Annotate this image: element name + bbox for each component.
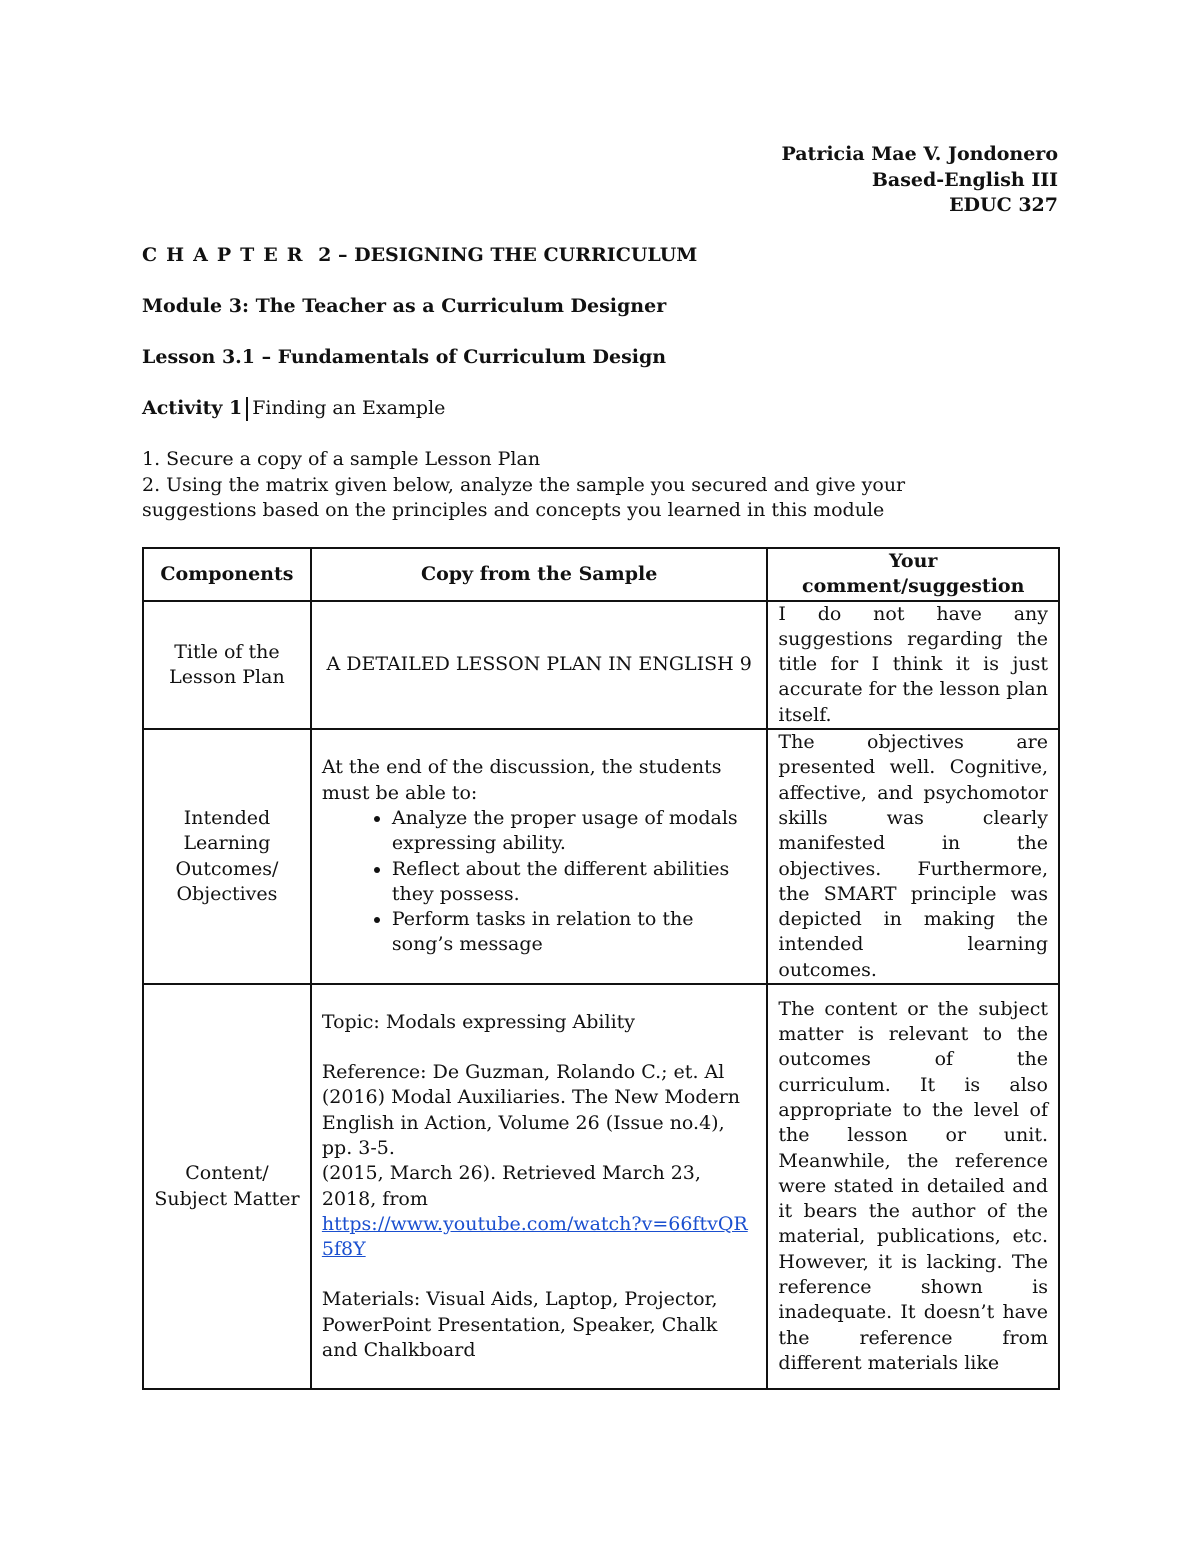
objectives-intro: At the end of the discussion, the students must be able to: [321,756,722,804]
sample-cell [311,729,768,984]
list-item: • Analyze the proper usage of modals expressing ability. [392,806,757,857]
course-code: EDUC 327 [949,194,1058,216]
table-row [143,601,1059,729]
comment-cell: The objectives are presented well. Cognitive, affective, and psychomotor skills was clearly manifested in the objectives. Furthermore, the SMART principle was depicted in making the intended learning outcomes. [767,729,1059,984]
component-cell: Title of the Lesson Plan [143,601,311,729]
header-copy-sample: Copy from the Sample [311,548,768,601]
list-item: • Perform tasks in relation to the song’s message [392,907,757,958]
analysis-matrix [142,547,1060,1390]
sample-cell [311,984,768,1389]
lesson-heading: Lesson 3.1 – Fundamentals of Curriculum Design [142,346,667,368]
comment-cell: The content or the subject matter is relevant to the outcomes of the curriculum. It is also appropriate to the level of the lesson or unit. Meanwhile, the reference were stated in detailed and it bears the author of the material, publications, etc. However, it is lacking. The reference shown is inadequate. It doesn’t have the reference from different materials like [767,984,1059,1389]
component-cell: Intended Learning Outcomes/ Objectives [143,729,311,984]
reference-text: Reference: De Guzman, Rolando C.; et. Al (2016) Modal Auxiliaries. The New Modern English in Action, Volume 26 (Issue no.4), pp. 3-5. [321,1061,741,1159]
chapter-heading [142,244,697,266]
list-item: • Reflect about the different abilities they possess. [392,857,757,908]
chapter-title: 2 – DESIGNING THE CURRICULUM [318,244,698,266]
materials-text: Materials: Visual Aids, Laptop, Projector, PowerPoint Presentation, Speaker, Chalk and Chalkboard [321,1288,718,1362]
comment-cell: I do not have any suggestions regarding the title for I think it is just accurate for the lesson plan itself. [767,601,1059,729]
header-comment: Your comment/suggestion [767,548,1059,601]
author-name: Patricia Mae V. Jondonero [781,143,1058,165]
activity-label: Activity 1 [142,397,243,419]
table-header-row [143,548,1059,601]
chapter-word: CHAPTER [142,244,312,266]
author-header [781,142,1058,219]
table-row [143,729,1059,984]
sample-cell: A DETAILED LESSON PLAN IN ENGLISH 9 [311,601,768,729]
component-cell: Content/ Subject Matter [143,984,311,1389]
topic-text: Topic: Modals expressing Ability [321,1010,636,1033]
header-components: Components [143,548,311,601]
instruction-item: 2. Using the matrix given below, analyze the sample you secured and give your suggestions based on the principles and concepts you learned in this module [142,473,906,521]
instruction-item: 1. Secure a copy of a sample Lesson Plan [142,448,541,470]
instructions [142,447,1002,524]
retrieved-text: (2015, March 26). Retrieved March 23, 2018, from [321,1162,701,1210]
activity-title: Finding an Example [252,397,446,419]
objectives-list [322,806,757,958]
video-link[interactable]: https://www.youtube.com/watch?v=66ftvQR5f8Y [321,1212,748,1261]
divider-bar [246,397,248,421]
table-row [143,984,1059,1389]
course-name: Based-English III [871,168,1058,191]
module-heading: Module 3: The Teacher as a Curriculum Designer [142,295,667,317]
activity-heading [142,397,445,421]
